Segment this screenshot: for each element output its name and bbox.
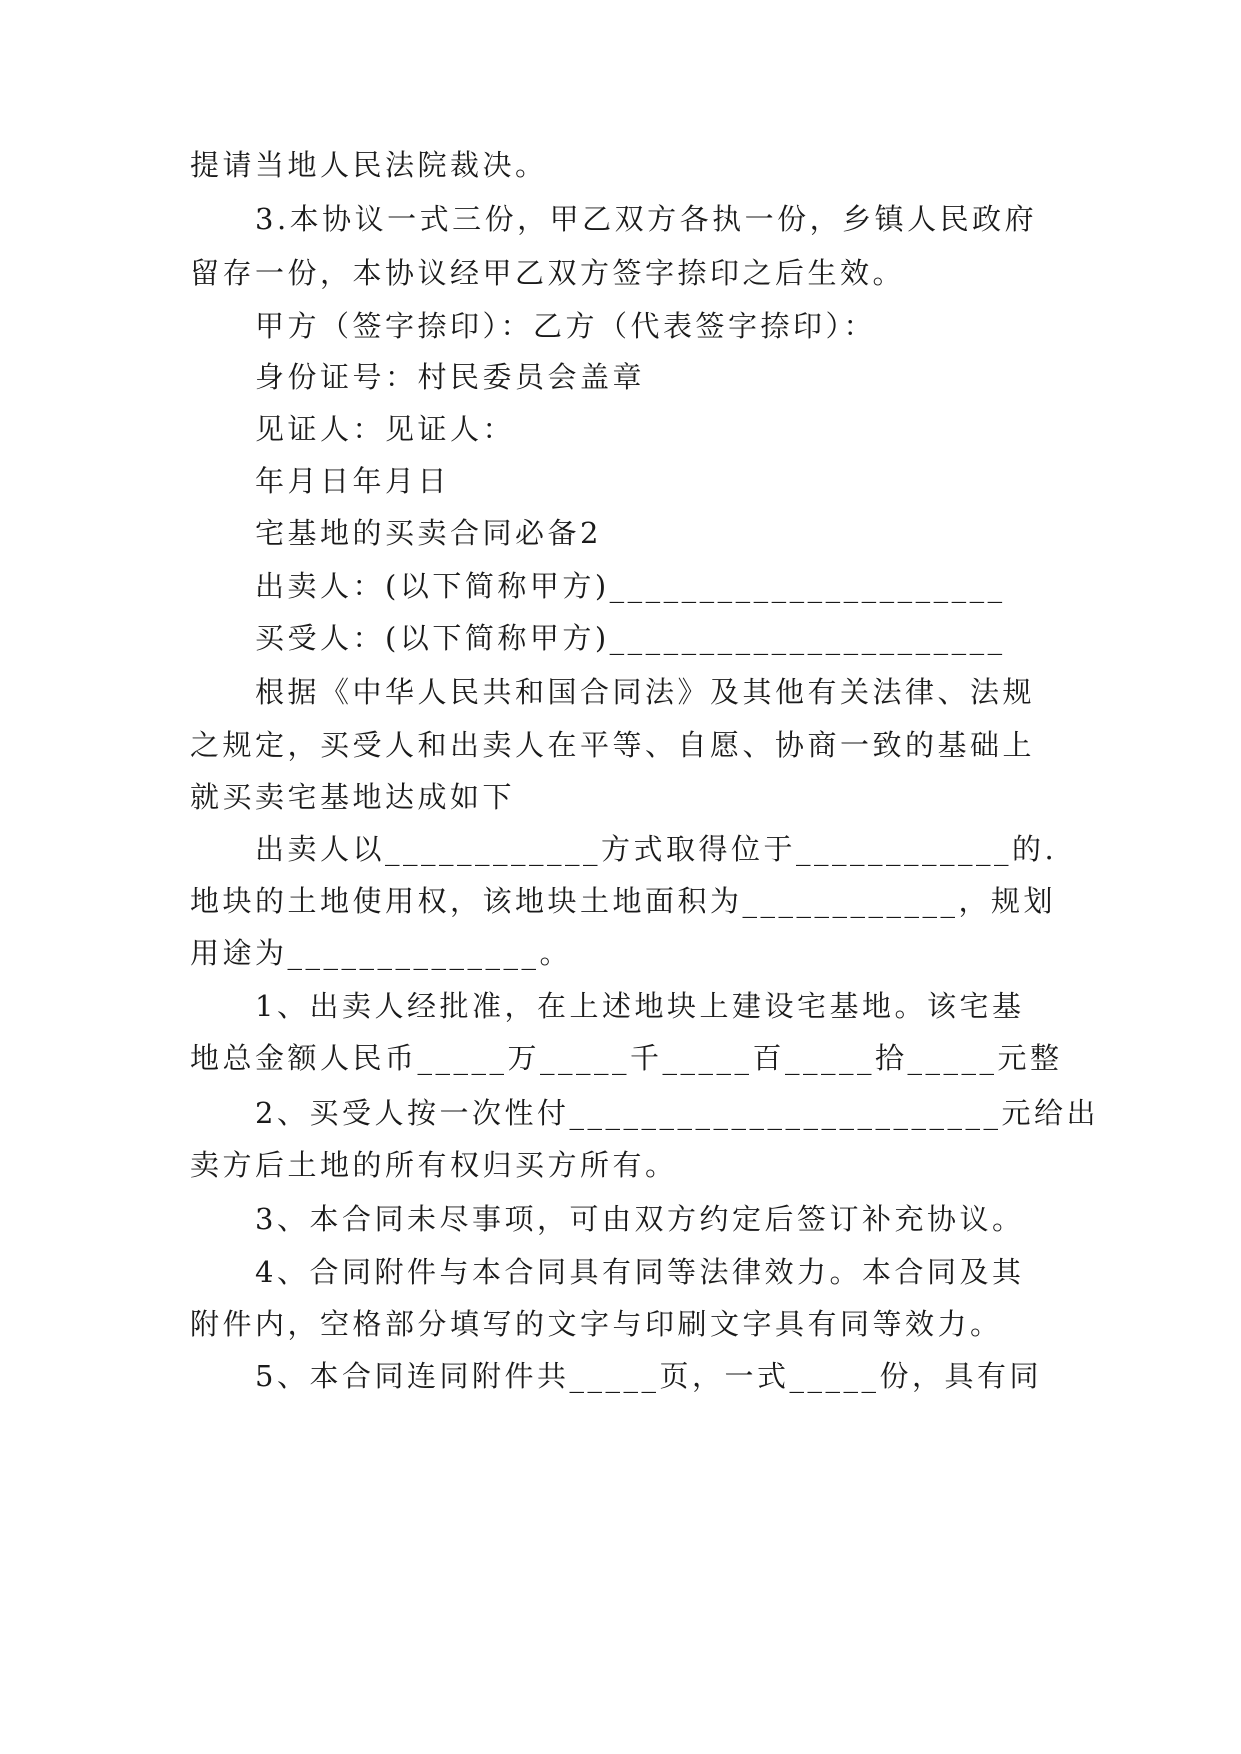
- text-line: 3、本合同未尽事项，可由双方约定后签订补充协议。: [255, 1202, 1025, 1236]
- text-line: 根据《中华人民共和国合同法》及其他有关法律、法规: [255, 675, 1036, 709]
- text-line: 地块的土地使用权，该地块土地面积为____________，规划: [190, 884, 1057, 918]
- text-line: 身份证号：村民委员会盖章: [255, 360, 646, 394]
- text-line: 就买卖宅基地达成如下: [190, 780, 516, 814]
- text-line: 4、合同附件与本合同具有同等法律效力。本合同及其: [255, 1255, 1025, 1289]
- text-line: 之规定，买受人和出卖人在平等、自愿、协商一致的基础上: [190, 728, 1036, 762]
- text-line: 5、本合同连同附件共_____页，一式_____份，具有同: [255, 1359, 1042, 1393]
- text-line: 地总金额人民币_____万_____千_____百_____拾_____元整: [190, 1041, 1063, 1075]
- text-line: 出卖人：(以下简称甲方)______________________: [255, 569, 1006, 603]
- text-line: 甲方（签字捺印）：乙方（代表签字捺印）：: [255, 309, 877, 343]
- text-line: 见证人：见证人：: [255, 412, 516, 446]
- text-line: 买受人：(以下简称甲方)______________________: [255, 621, 1006, 655]
- text-line: 卖方后土地的所有权归买方所有。: [190, 1148, 678, 1182]
- text-line: 1、出卖人经批准，在上述地块上建设宅基地。该宅基: [255, 989, 1025, 1023]
- text-line: 提请当地人民法院裁决。: [190, 148, 548, 182]
- text-line: 附件内，空格部分填写的文字与印刷文字具有同等效力。: [190, 1307, 1003, 1341]
- text-line: 年月日年月日: [255, 464, 451, 498]
- text-line: 宅基地的买卖合同必备2: [255, 516, 602, 550]
- text-line: 用途为______________。: [190, 936, 573, 970]
- text-line: 出卖人以____________方式取得位于____________的.: [255, 832, 1058, 866]
- text-line: 3.本协议一式三份，甲乙双方各执一份，乡镇人民政府: [255, 202, 1038, 236]
- text-line: 2、买受人按一次性付________________________元给出: [255, 1096, 1099, 1130]
- text-line: 留存一份，本协议经甲乙双方签字捺印之后生效。: [190, 256, 906, 290]
